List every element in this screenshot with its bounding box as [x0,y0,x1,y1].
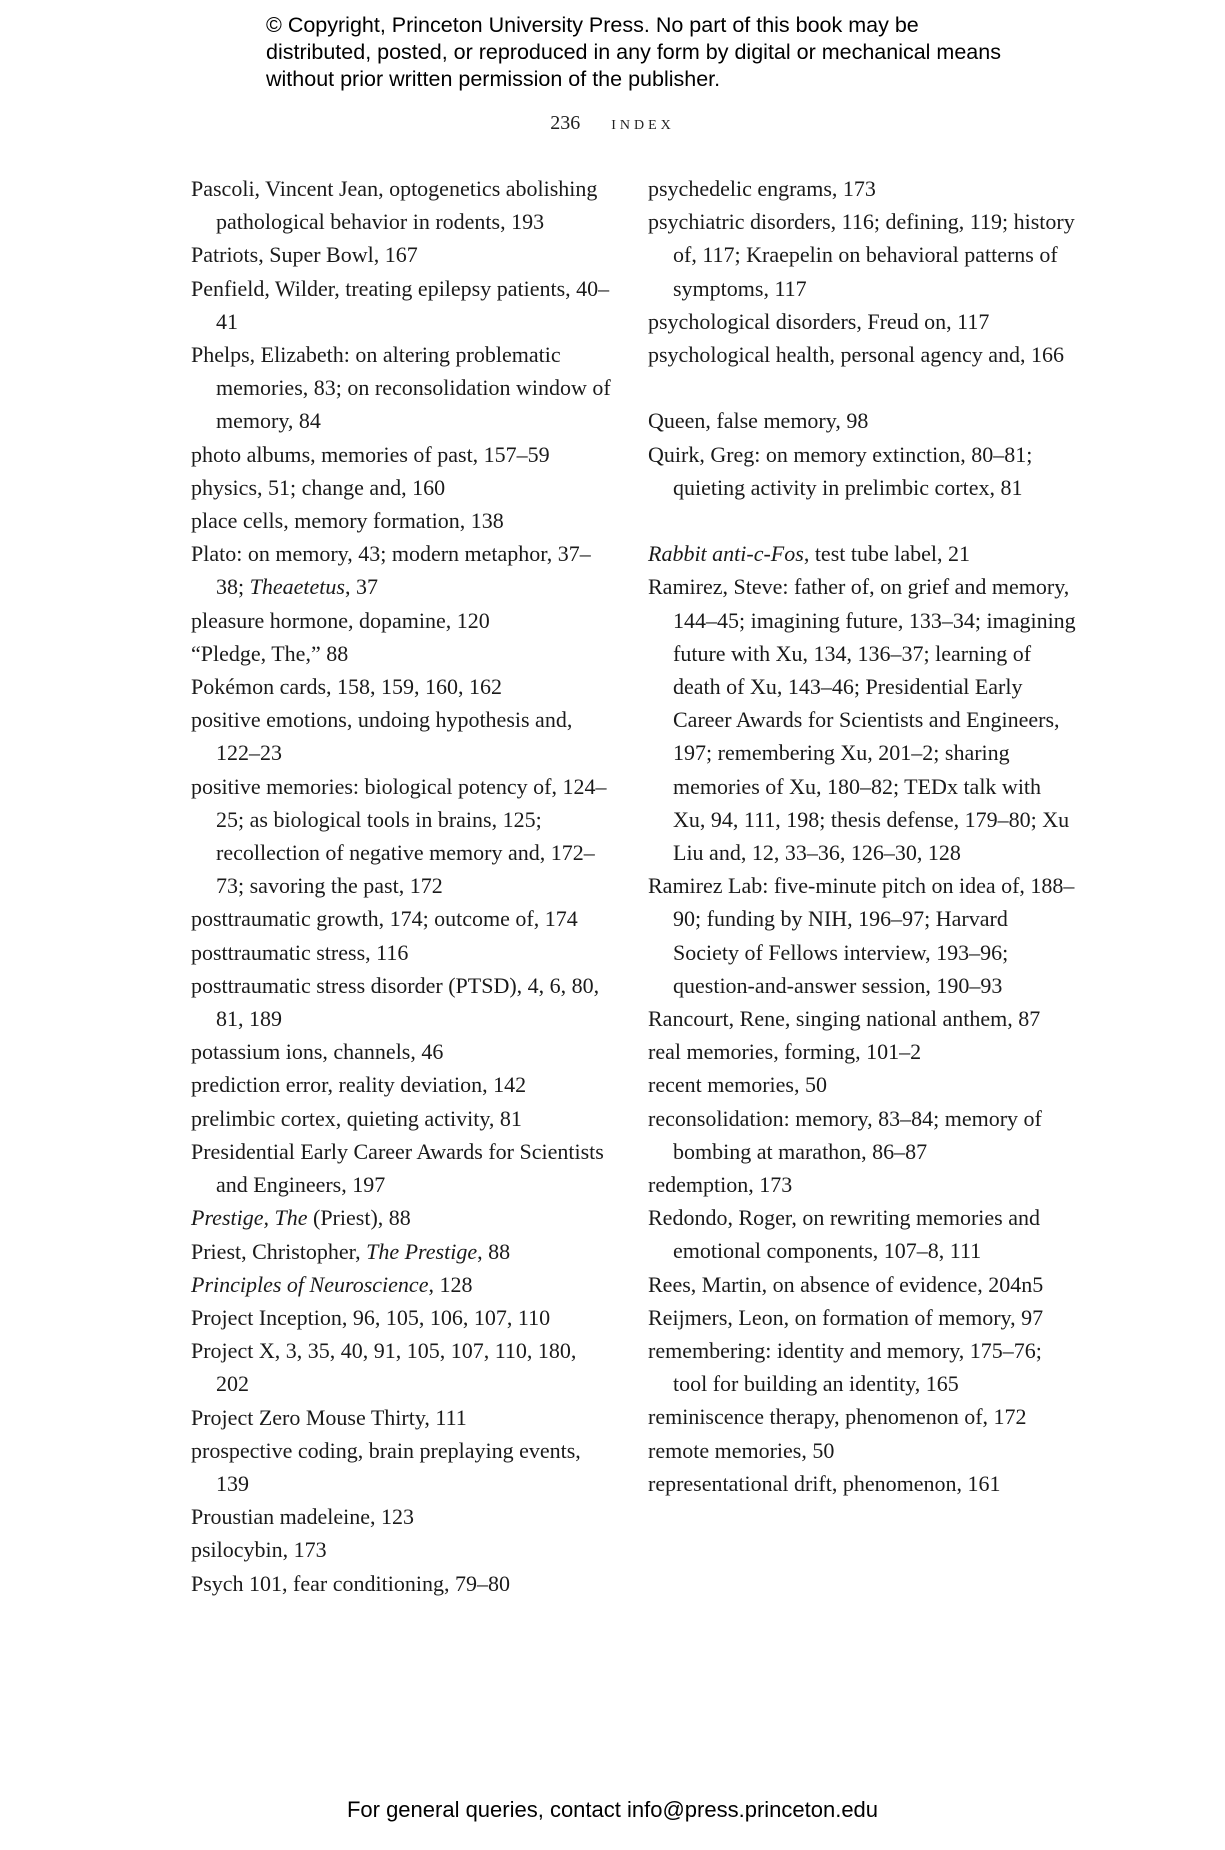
index-entry: remote memories, 50 [648,1437,835,1463]
index-entry [191,537,611,603]
index-entry-text: Plato: on memory, 43; modern metaphor, 37–38; [191,541,591,600]
index-entry: Project Zero Mouse Thirty, 111 [191,1404,467,1430]
index-entry: Phelps, Elizabeth: on altering problematic memories, 83; on reconsolidation window of memory, 84 [191,342,611,434]
index-entry: posttraumatic stress disorder (PTSD), 4, 6, 80, 81, 189 [191,972,600,1032]
index-entry [191,1268,611,1301]
index-entry: Pascoli, Vincent Jean, optogenetics abolishing pathological behavior in rodents, 193 [191,176,598,235]
index-entry: Psych 101, fear conditioning, 79–80 [191,1570,510,1596]
index-entry: Pokémon cards, 158, 159, 160, 162 [191,674,503,700]
index-entry: place cells, memory formation, 138 [191,508,504,534]
index-entry: pleasure hormone, dopamine, 120 [191,607,490,633]
index-entry-italic: Principles of Neuroscience [191,1271,429,1297]
index-entry: Patriots, Super Bowl, 167 [191,242,418,268]
index-entry: posttraumatic growth, 174; outcome of, 174 [191,906,578,932]
index-entry: prediction error, reality deviation, 142 [191,1072,527,1098]
index-entry-text: , test tube label, 21 [803,541,970,567]
index-entry: Reijmers, Leon, on formation of memory, 97 [648,1304,1044,1330]
index-entry: “Pledge, The,” 88 [191,640,349,666]
index-entry: Redondo, Roger, on rewriting memories and emotional components, 107–8, 111 [648,1205,1040,1264]
index-entry: recent memories, 50 [648,1072,827,1098]
index-entry: physics, 51; change and, 160 [191,474,446,500]
index-entry-italic: Rabbit anti-c-Fos [648,541,804,567]
index-entry: Proustian madeleine, 123 [191,1504,415,1530]
index-entry-text: Priest, Christopher, [191,1238,367,1264]
index-entry: prospective coding, brain preplaying events, 139 [191,1437,581,1496]
index-entry [191,1235,611,1268]
index-entry-italic: The Prestige [366,1238,478,1264]
page-number: 236 [550,112,581,134]
index-entry: psilocybin, 173 [191,1537,327,1563]
index-entry: photo albums, memories of past, 157–59 [191,441,550,467]
index-entry-text: , 37 [344,574,378,600]
section-title: index [611,112,675,134]
letter-group-spacer [648,371,1078,404]
index-entry: Queen, false memory, 98 [648,408,869,434]
index-entry: Project X, 3, 35, 40, 91, 105, 107, 110, 180, 202 [191,1338,577,1397]
index-entry: reminiscence therapy, phenomenon of, 172 [648,1404,1027,1430]
index-entry: psychological health, personal agency and, 166 [648,342,1065,368]
index-entry: psychiatric disorders, 116; defining, 119; history of, 117; Kraepelin on behavioral patterns of symptoms, 117 [648,209,1075,301]
index-entry-text: (Priest), 88 [307,1205,411,1231]
index-entry: prelimbic cortex, quieting activity, 81 [191,1105,522,1131]
index-entry: Quirk, Greg: on memory extinction, 80–81; quieting activity in prelimbic cortex, 81 [648,441,1033,500]
index-column-left [191,172,611,1600]
index-entry-text: , 88 [477,1238,511,1264]
index-column-right [648,172,1078,1500]
letter-group-spacer [648,504,1078,537]
index-entry: redemption, 173 [648,1172,793,1198]
index-entry: positive memories: biological potency of, 124–25; as biological tools in brains, 125; recollection of negative memory and, 172–73; savoring the past, 172 [191,773,607,899]
index-entry [191,1201,611,1234]
index-entry: psychedelic engrams, 173 [648,176,876,201]
index-entry: remembering: identity and memory, 175–76; tool for building an identity, 165 [648,1338,1042,1397]
index-entry-italic: Theaetetus [249,574,345,600]
index-entry-italic: Prestige, The [191,1205,308,1231]
index-entry: potassium ions, channels, 46 [191,1039,444,1065]
copyright-notice: © Copyright, Princeton University Press. No part of this book may be distributed, posted, or reproduced in any form by digital or mechanical means without prior written permission of the publisher. [266,13,1001,91]
index-entry-text: , 128 [428,1271,473,1297]
index-entry: Presidential Early Career Awards for Scientists and Engineers, 197 [191,1138,604,1198]
footer-contact: For general queries, contact info@press.princeton.edu [346,1797,879,1822]
index-entry: Rees, Martin, on absence of evidence, 204n5 [648,1271,1044,1297]
index-entry: Ramirez, Steve: father of, on grief and memory, 144–45; imagining future, 133–34; imagining future with Xu, 134, 136–37; learning of death of Xu, 143–46; Presidential Early Career Awards for Scientists and Engineers, 197; remembering Xu, 201–2; sharing memories of Xu, 180–82; TEDx talk with Xu, 94, 111, 198; thesis defense, 179–80; Xu Liu and, 12, 33–36, 126–30, 128 [648,574,1076,866]
index-entry: reconsolidation: memory, 83–84; memory of bombing at marathon, 86–87 [648,1105,1042,1164]
index-entry: Project Inception, 96, 105, 106, 107, 110 [191,1304,551,1330]
running-head [0,112,1225,135]
index-entry: psychological disorders, Freud on, 117 [648,308,990,334]
index-entry: Penfield, Wilder, treating epilepsy patients, 40–41 [191,275,610,334]
index-entry: representational drift, phenomenon, 161 [648,1470,1001,1496]
index-entry: positive emotions, undoing hypothesis and, 122–23 [191,707,573,766]
index-entry: real memories, forming, 101–2 [648,1039,922,1065]
index-entry: Ramirez Lab: five-minute pitch on idea of, 188–90; funding by NIH, 196–97; Harvard Society of Fellows interview, 193–96; question-and-answer session, 190–93 [648,873,1075,998]
index-entry: Rancourt, Rene, singing national anthem, 87 [648,1006,1041,1032]
index-entry: posttraumatic stress, 116 [191,939,409,965]
index-entry [648,537,1078,570]
